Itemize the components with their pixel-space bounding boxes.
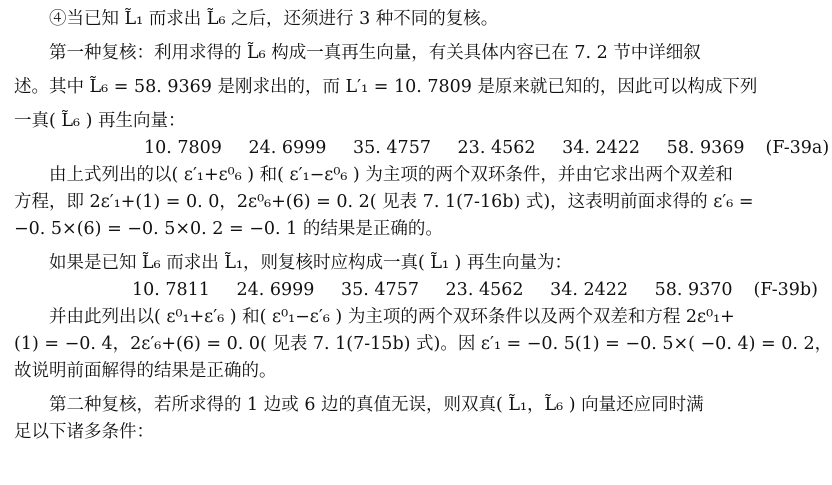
vector-value: 34. 2422 — [550, 280, 628, 300]
vector-value: 10. 7811 — [132, 280, 210, 300]
vector-value: 34. 2422 — [562, 138, 640, 158]
paragraph-check-intro — [14, 6, 766, 33]
paragraph-reverse-check: 如果是已知 L̃₆ 而求出 L̃₁，则复核时应构成一真( L̃₁ ) 再生向量为： — [49, 253, 572, 273]
text-line: −0. 5×(6) = −0. 5×0. 2 = −0. 1 的结果是正确的。 — [14, 219, 443, 239]
vector-value: 23. 4562 — [457, 138, 536, 158]
vector-value: 24. 6999 — [236, 280, 315, 300]
text-line: 方程，即 2ε′₁+(1) = 0. 0，2ε⁰₆+(6) = 0. 2( 见表 7. 1(7-16b) 式)，这表明前面求得的 ε′₆ = — [14, 192, 754, 212]
paragraph-double-loop — [14, 162, 766, 243]
paragraph-reverse-conditions — [14, 304, 832, 385]
vector-value: 10. 7809 — [144, 138, 222, 158]
text-line: 第二种复核，若所求得的 1 边或 6 边的真值无误，则双真( L̃₁，L̃₆ ) 向量还应同时满 — [49, 395, 704, 415]
vector-value: 24. 6999 — [248, 138, 327, 158]
text-line: 由上式列出的以( ε′₁+ε⁰₆ ) 和( ε′₁−ε⁰₆ ) 为主项的两个双环条件，并由它求出两个双差和 — [49, 165, 733, 185]
text-line: 述。其中 L̃₆ = 58. 9369 是刚求出的，而 L′₁ = 10. 7809 是原来就已知的，因此可以构成下列 — [14, 77, 758, 97]
equation-values — [14, 277, 754, 304]
text-line: 足以下诸多条件： — [14, 422, 154, 442]
vector-value: 58. 9369 — [666, 138, 745, 158]
vector-value: 58. 9370 — [654, 280, 733, 300]
equation-f39a — [14, 135, 830, 162]
paragraph-first-check — [14, 40, 766, 135]
text-line: ④当已知 L̃₁ 而求出 L̃₆ 之后，还须进行 3 种不同的复核。 — [49, 9, 499, 29]
equation-number: (F-39b) — [753, 280, 818, 300]
text-line: 故说明前面解得的结果是正确的。 — [14, 361, 277, 381]
text-line: 一真( L̃₆ ) 再生向量： — [14, 111, 186, 131]
equation-number: (F-39a) — [765, 138, 830, 158]
text-line: 并由此列出以( ε⁰₁+ε′₆ ) 和( ε⁰₁−ε′₆ ) 为主项的两个双环条件以及两个双差和方程 2ε⁰₁+ — [49, 307, 735, 327]
vector-value: 23. 4562 — [445, 280, 524, 300]
text-line: 第一种复核：利用求得的 L̃₆ 构成一真再生向量，有关具体内容已在 7. 2 节中详细叙 — [49, 43, 701, 63]
equation-f39b — [14, 277, 818, 304]
vector-value: 35. 4757 — [353, 138, 431, 158]
text-line: (1) = −0. 4，2ε′₆+(6) = 0. 0( 见表 7. 1(7-15b) 式)。因 ε′₁ = −0. 5(1) = −0. 5×( −0. 4) = 0. 2， — [14, 334, 832, 354]
equation-values — [14, 135, 766, 162]
paragraph-second-check — [14, 392, 766, 446]
vector-value: 35. 4757 — [341, 280, 419, 300]
